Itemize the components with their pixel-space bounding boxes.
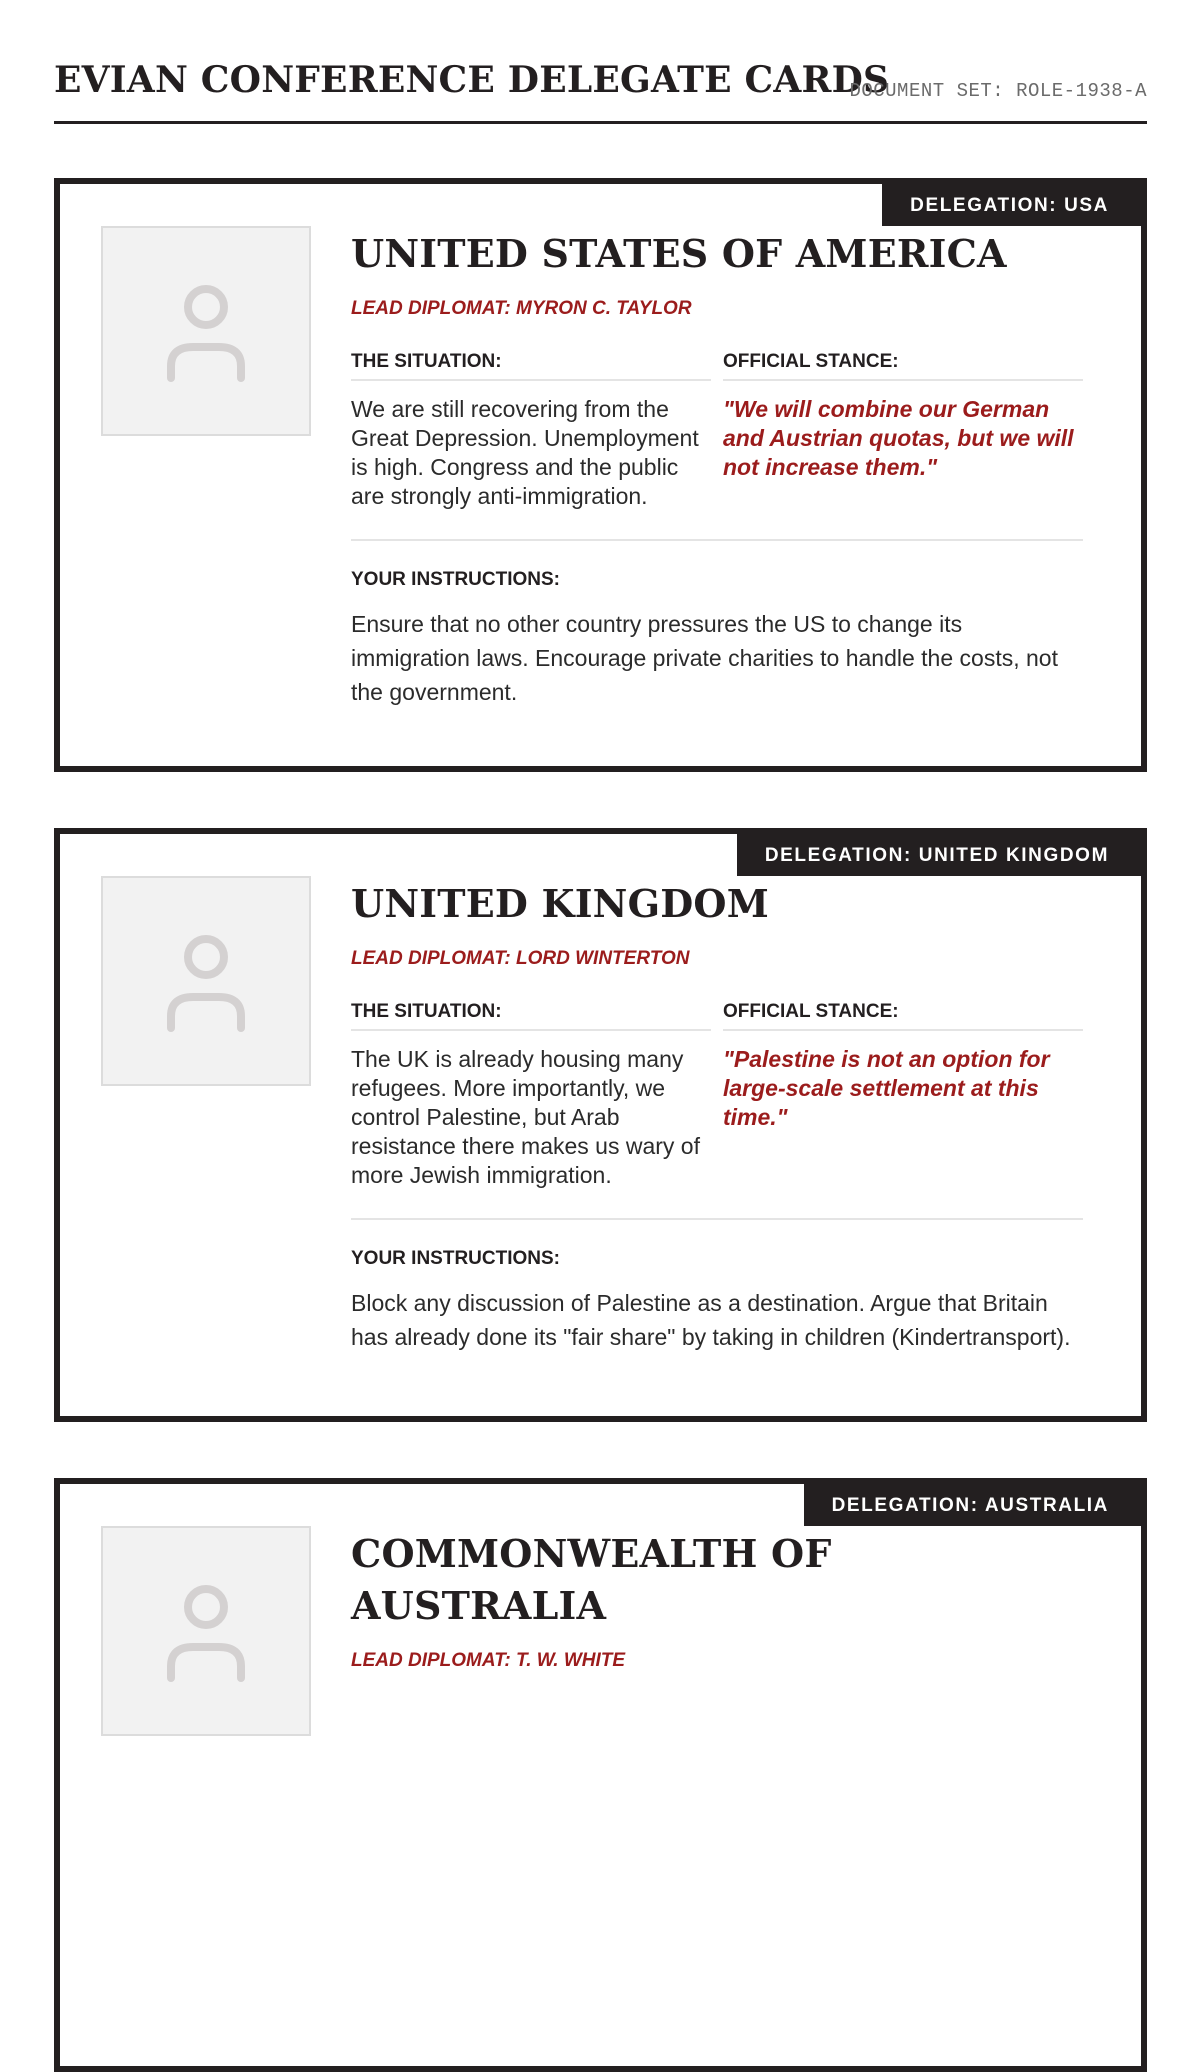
stance-column [723,349,1083,511]
situation-label: THE SITUATION: [351,349,711,381]
country-name: UNITED STATES OF AMERICA [351,231,1007,276]
situation-stance-row [351,999,1083,1190]
document-set-code: DOCUMENT SET: ROLE-1938-A [849,80,1147,102]
document-title: EVIAN CONFERENCE DELEGATE CARDS [54,59,890,101]
delegate-card-uk [54,828,1147,1422]
delegate-card-australia [54,1478,1147,2072]
instructions-label: YOUR INSTRUCTIONS: [351,1248,560,1269]
stance-label: OFFICIAL STANCE: [723,349,1083,381]
section-divider [351,1218,1083,1220]
situation-text: The UK is already housing many refugees. More importantly, we control Palestine, but Arab resistance there makes us wary of more Jewish immigration. [351,1046,700,1188]
instructions-text: Ensure that no other country pressures the US to change its immigration laws. Encourage private charities to handle the costs, not the government. [351,611,1058,705]
card-body [351,1528,1083,1673]
delegation-tag: DELEGATION: AUSTRALIA [804,1482,1143,1526]
card-body [351,878,1083,1354]
lead-diplomat: LEAD DIPLOMAT: T. W. WHITE [351,1650,626,1671]
section-divider [351,539,1083,541]
portrait-placeholder [101,226,311,436]
instructions-label: YOUR INSTRUCTIONS: [351,569,560,590]
delegation-tag: DELEGATION: UNITED KINGDOM [737,832,1143,876]
delegate-card-usa [54,178,1147,772]
stance-quote: "Palestine is not an option for large-scale settlement at this time." [723,1046,1050,1130]
person-icon [165,1583,247,1683]
instructions-text: Block any discussion of Palestine as a destination. Argue that Britain has already done its "fair share" by taking in children (Kindertransport). [351,1290,1071,1350]
country-name: UNITED KINGDOM [351,881,769,926]
delegation-tag: DELEGATION: USA [882,182,1143,226]
stance-column [723,999,1083,1190]
stance-quote: "We will combine our German and Austrian quotas, but we will not increase them." [723,396,1074,480]
situation-column [351,999,711,1190]
situation-column [351,349,711,511]
person-icon [165,933,247,1033]
person-icon [165,283,247,383]
portrait-placeholder [101,876,311,1086]
document-header [54,0,1147,124]
document-page [54,0,1147,1671]
situation-stance-row [351,349,1083,511]
stance-label: OFFICIAL STANCE: [723,999,1083,1031]
portrait-placeholder [101,1526,311,1736]
situation-text: We are still recovering from the Great Depression. Unemployment is high. Congress and the public are strongly anti-immigration. [351,396,699,509]
card-body [351,228,1083,709]
lead-diplomat: LEAD DIPLOMAT: MYRON C. TAYLOR [351,298,692,319]
situation-label: THE SITUATION: [351,999,711,1031]
lead-diplomat: LEAD DIPLOMAT: LORD WINTERTON [351,948,690,969]
country-name: COMMONWEALTH OF AUSTRALIA [351,1531,832,1628]
